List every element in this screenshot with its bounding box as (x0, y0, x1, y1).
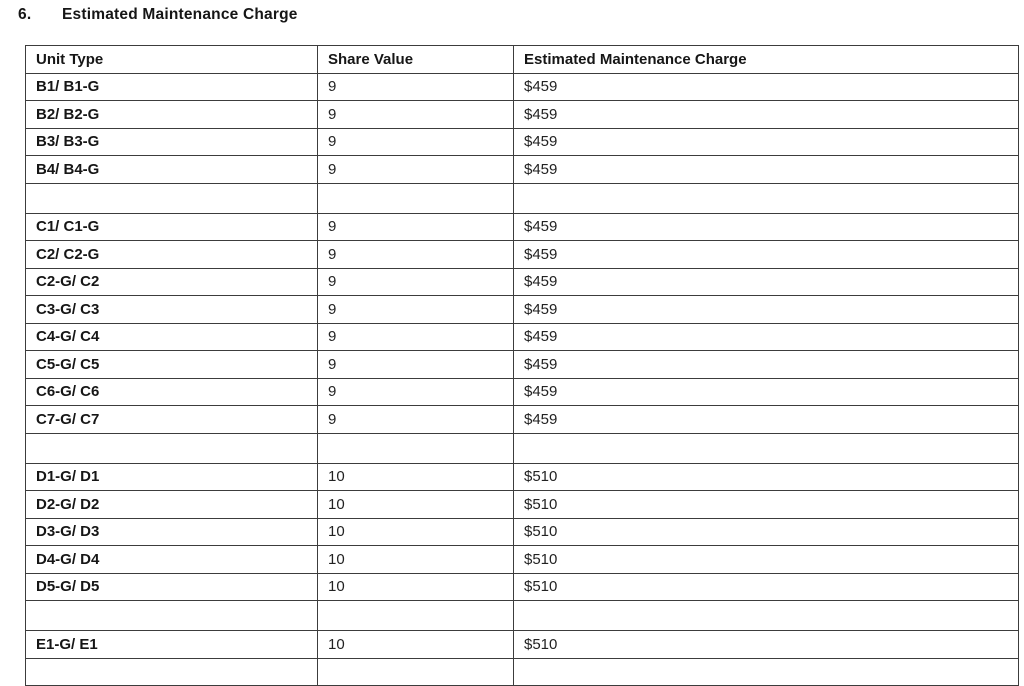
empty-row (26, 601, 1019, 631)
charge-cell: $459 (514, 323, 1019, 351)
unit-type-cell (26, 183, 318, 213)
unit-type-cell: C5-G/ C5 (26, 351, 318, 379)
unit-type-cell: E1-G/ E1 (26, 631, 318, 659)
share-value-cell: 9 (318, 101, 514, 129)
header-estimated-maintenance-charge: Estimated Maintenance Charge (514, 46, 1019, 74)
table-row (26, 518, 1019, 546)
maintenance-charge-table (25, 45, 1019, 686)
share-value-cell: 10 (318, 491, 514, 519)
header-unit-type: Unit Type (26, 46, 318, 74)
share-value-cell: 9 (318, 323, 514, 351)
charge-cell (514, 433, 1019, 463)
charge-cell: $510 (514, 518, 1019, 546)
share-value-cell: 10 (318, 631, 514, 659)
table-row (26, 213, 1019, 241)
table-row (26, 323, 1019, 351)
share-value-cell: 10 (318, 546, 514, 574)
unit-type-cell: D1-G/ D1 (26, 463, 318, 491)
unit-type-cell: C4-G/ C4 (26, 323, 318, 351)
charge-cell: $459 (514, 351, 1019, 379)
unit-type-cell: C2-G/ C2 (26, 268, 318, 296)
charge-cell: $510 (514, 631, 1019, 659)
share-value-cell: 9 (318, 296, 514, 324)
empty-row (26, 433, 1019, 463)
section-title: Estimated Maintenance Charge (62, 6, 298, 23)
share-value-cell: 10 (318, 463, 514, 491)
charge-cell: $459 (514, 156, 1019, 184)
share-value-cell: 9 (318, 241, 514, 269)
unit-type-cell: C2/ C2-G (26, 241, 318, 269)
table-row (26, 546, 1019, 574)
table-body (26, 73, 1019, 686)
share-value-cell (318, 658, 514, 686)
unit-type-cell: D3-G/ D3 (26, 518, 318, 546)
unit-type-cell: C6-G/ C6 (26, 378, 318, 406)
share-value-cell: 9 (318, 73, 514, 101)
unit-type-cell: B4/ B4-G (26, 156, 318, 184)
header-share-value: Share Value (318, 46, 514, 74)
charge-cell (514, 183, 1019, 213)
unit-type-cell: C1/ C1-G (26, 213, 318, 241)
charge-cell: $459 (514, 296, 1019, 324)
section-number: 6. (18, 6, 32, 23)
share-value-cell (318, 183, 514, 213)
unit-type-cell: B2/ B2-G (26, 101, 318, 129)
share-value-cell: 10 (318, 573, 514, 601)
share-value-cell: 9 (318, 268, 514, 296)
share-value-cell: 9 (318, 378, 514, 406)
charge-cell: $459 (514, 101, 1019, 129)
charge-cell (514, 601, 1019, 631)
unit-type-cell: B3/ B3-G (26, 128, 318, 156)
table-header-row (26, 46, 1019, 74)
share-value-cell (318, 433, 514, 463)
unit-type-cell (26, 658, 318, 686)
table-row (26, 268, 1019, 296)
charge-cell: $459 (514, 268, 1019, 296)
table-row (26, 631, 1019, 659)
table-row (26, 128, 1019, 156)
charge-cell: $459 (514, 378, 1019, 406)
charge-cell: $510 (514, 573, 1019, 601)
unit-type-cell: D5-G/ D5 (26, 573, 318, 601)
table-row (26, 406, 1019, 434)
share-value-cell: 9 (318, 213, 514, 241)
table-row (26, 241, 1019, 269)
unit-type-cell: D4-G/ D4 (26, 546, 318, 574)
table-row (26, 156, 1019, 184)
charge-cell: $459 (514, 128, 1019, 156)
section-heading (18, 6, 298, 24)
share-value-cell: 9 (318, 406, 514, 434)
table-row (26, 378, 1019, 406)
charge-cell: $510 (514, 491, 1019, 519)
charge-cell: $510 (514, 546, 1019, 574)
share-value-cell: 9 (318, 128, 514, 156)
table-row (26, 101, 1019, 129)
table-row (26, 351, 1019, 379)
empty-row (26, 658, 1019, 686)
charge-cell: $459 (514, 213, 1019, 241)
share-value-cell (318, 601, 514, 631)
share-value-cell: 9 (318, 156, 514, 184)
table-row (26, 463, 1019, 491)
table-row (26, 296, 1019, 324)
charge-cell: $510 (514, 463, 1019, 491)
charge-cell: $459 (514, 73, 1019, 101)
unit-type-cell: C7-G/ C7 (26, 406, 318, 434)
unit-type-cell: B1/ B1-G (26, 73, 318, 101)
charge-cell (514, 658, 1019, 686)
share-value-cell: 10 (318, 518, 514, 546)
empty-row (26, 183, 1019, 213)
charge-cell: $459 (514, 406, 1019, 434)
table-row (26, 573, 1019, 601)
unit-type-cell (26, 433, 318, 463)
unit-type-cell (26, 601, 318, 631)
unit-type-cell: C3-G/ C3 (26, 296, 318, 324)
table-row (26, 491, 1019, 519)
share-value-cell: 9 (318, 351, 514, 379)
table-row (26, 73, 1019, 101)
unit-type-cell: D2-G/ D2 (26, 491, 318, 519)
charge-cell: $459 (514, 241, 1019, 269)
